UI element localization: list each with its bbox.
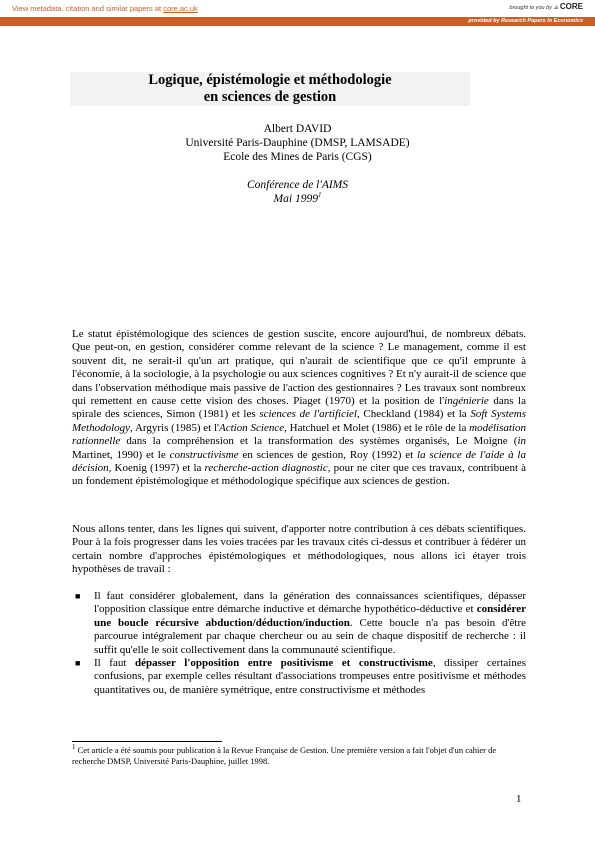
footnote-text: Cet article a été soumis pour publication à la Revue Française de Gestion. Une première version a fait l'objet d'un cahier de recherche DMSP, Université Paris-Dauphine, juillet 1998. <box>72 745 497 766</box>
provider-bar <box>0 17 595 26</box>
paragraph-objectives: Nous allons tenter, dans les lignes qui suivent, d'apporter notre contribution à ces débats scientifiques. Pour à la fois progresser dans les voies tracées par les travaux cités ci-dessus et contribuer à fédérer un certain nombre d'approches épistémologiques et méthodologiques, nous allons ici étayer trois hypothèses de travail : <box>72 523 526 576</box>
list-item: ■ Il faut dépasser l'opposition entre positivisme et constructivisme, dissiper certaines confusions, par exemple celles résultant d'associations trompeuses entre positivisme et méthodes quantitatives ou, de manière symétrique, entre constructivisme et méthodes <box>75 657 526 696</box>
core-logo-icon: ⟁ <box>553 5 559 11</box>
metadata-text: View metadata, citation and similar papers at <box>12 4 164 13</box>
title-box <box>70 72 470 106</box>
list-item: ■ Il faut considérer globalement, dans la génération des connaissances scientifiques, dépasser l'opposition classique entre démarche inductive et démarche hypothético-déductive et considérer une boucle récursive abduction/déduction/induction. Cette boucle n'a pas besoin d'être parcourue intégralement par chaque chercheur ou au sein de chaque dispositif de recherche : il suffit qu'elle le soit collectivement dans la communauté scientifique. <box>75 590 526 656</box>
author-affiliation-1: Université Paris-Dauphine (DMSP, LAMSADE) <box>185 137 410 149</box>
paper-title-line2: en sciences de gestion <box>203 89 337 105</box>
hypotheses-list <box>72 590 526 697</box>
metadata-link[interactable] <box>12 4 198 13</box>
paper-title-line1: Logique, épistémologie et méthodologie <box>148 72 392 88</box>
conference-name: Conférence de l'AIMS <box>246 179 349 191</box>
author-block <box>0 122 595 164</box>
core-banner <box>0 0 595 16</box>
footnote-ref: 1 <box>317 191 322 200</box>
footnote-mark: 1 <box>72 743 76 752</box>
paragraph-intro: Le statut épistémologique des sciences de gestion suscite, encore aujourd'hui, de nombreux débats. Que peut-on, en gestion, considérer comme relevant de la science ? Le management, comme il est souvent dit, ne serait-il qu'un art pratique, qui n'aurait de scientifique que ce qu'il emprunte à l'économie, à la sociologie, à la psychologie ou aux sciences cognitives ? Et n'y aurait-il de science que dans l'observation méthodique mais passive de l'action des gestionnaires ? Les travaux sont nombreux qui remettent en cause cette vision des choses. Piaget (1970) et la position de l'ingénierie dans la spirale des sciences, Simon (1981) et les sciences de l'artificiel, Checkland (1984) et la Soft Systems Methodology, Argyris (1985) et l'Action Science, Hatchuel et Molet (1986) et le rôle de la modélisation rationnelle dans la compréhension et la transformation des systèmes organisés, Le Moigne (in Martinet, 1990) et le constructivisme en sciences de gestion, Roy (1992) et la science de l'aide à la décision, Koenig (1997) et la recherche-action diagnostic, pour ne citer que ces travaux, contribuent à un fondement épistémologique et méthodologique spécifique aux sciences de gestion. <box>72 328 526 488</box>
conference-date <box>0 192 595 206</box>
author-name: Albert DAVID <box>263 123 332 135</box>
page-number: 1 <box>516 793 522 805</box>
bullet-square-icon: ■ <box>75 658 81 669</box>
bullet-square-icon: ■ <box>75 591 81 601</box>
core-link[interactable]: core.ac.uk <box>163 4 198 13</box>
brought-by <box>509 2 583 12</box>
footnote <box>72 745 526 767</box>
footnote-divider <box>72 741 222 742</box>
author-affiliation-2: Ecole des Mines de Paris (CGS) <box>223 151 372 163</box>
core-logo[interactable]: CORE <box>559 2 583 11</box>
conference-block <box>0 178 595 206</box>
brought-by-text: brought to you by <box>509 5 552 11</box>
conference-date-text: Mai 1999 <box>273 193 318 205</box>
provided-by[interactable]: provided by Research Papers in Economics <box>468 18 583 24</box>
